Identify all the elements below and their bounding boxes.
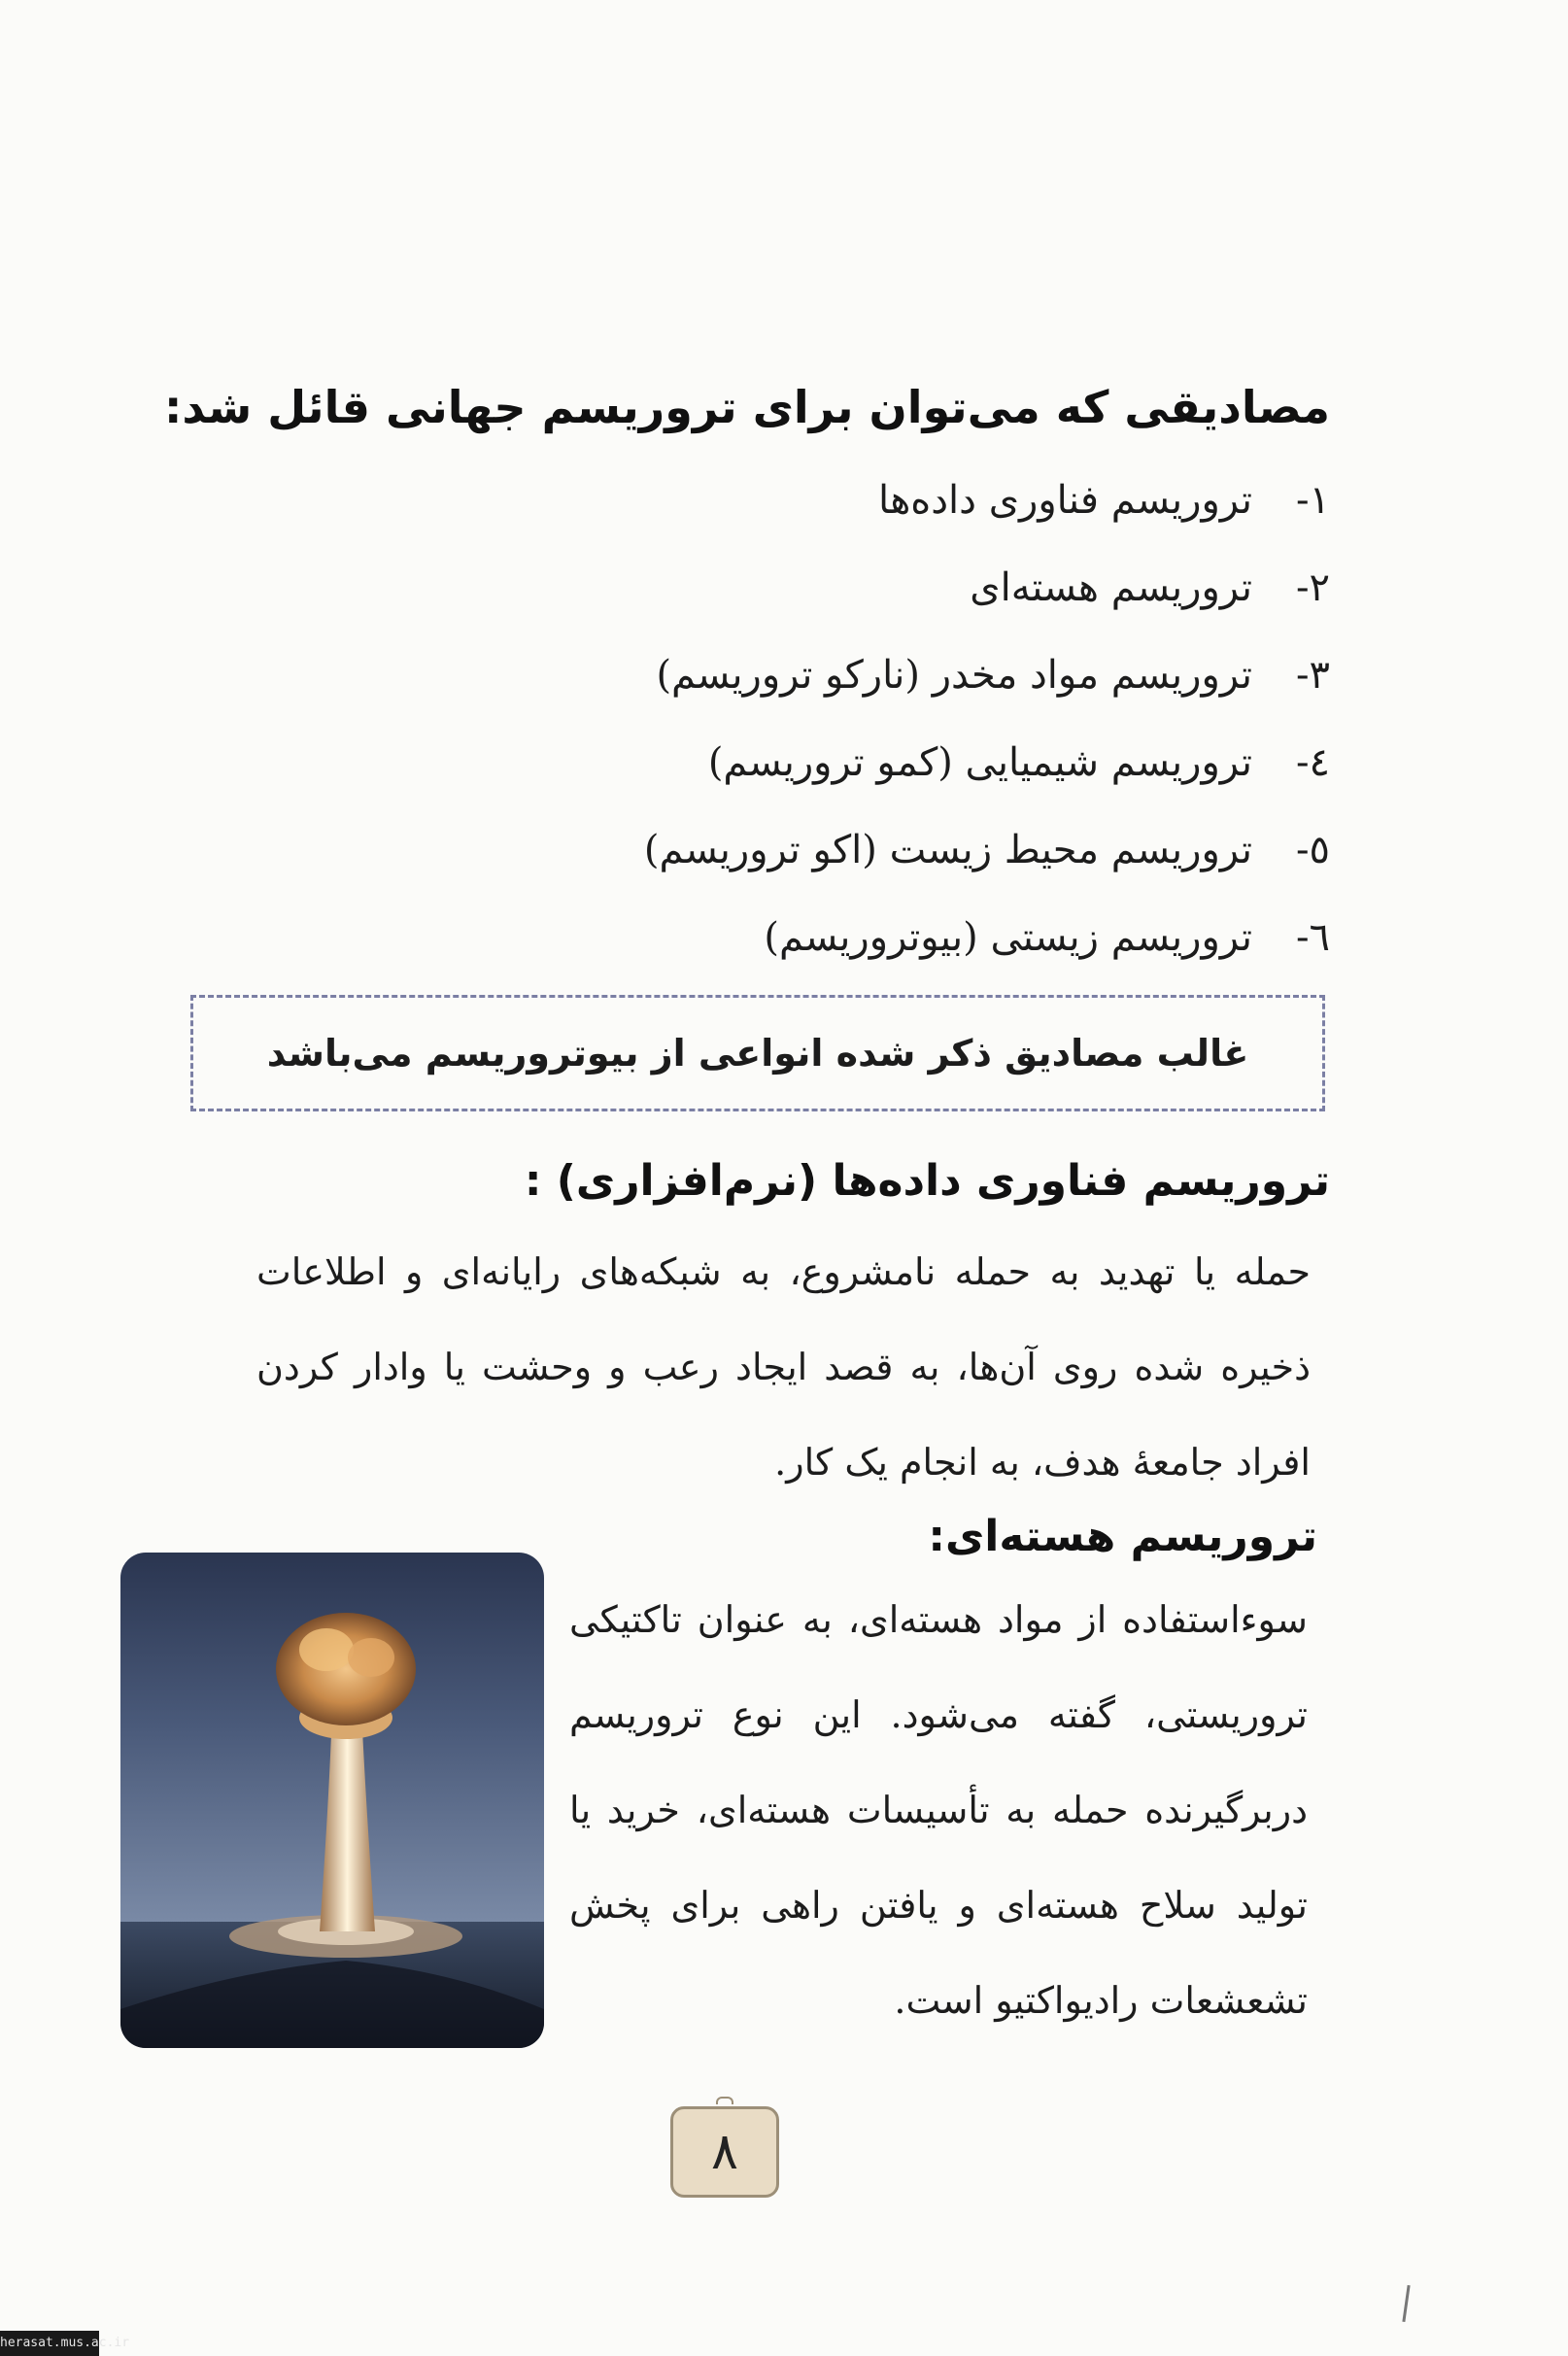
list-item xyxy=(261,806,1330,894)
callout-box xyxy=(190,995,1325,1111)
section-heading-it: تروریسم فناوری داده‌ها (نرم‌افزاری) : xyxy=(524,1156,1330,1206)
list-item xyxy=(261,719,1330,806)
list-item-number: ٥- xyxy=(1296,828,1330,872)
list-item xyxy=(261,544,1330,632)
list-item-number: ۱- xyxy=(1296,478,1330,523)
list-item-text: تروریسم مواد مخدر (نارکو تروریسم) xyxy=(656,653,1252,698)
list-item-number: ٦- xyxy=(1296,915,1330,960)
main-heading: مصادیقی که می‌توان برای تروریسم جهانی قائل شد: xyxy=(164,381,1330,433)
page-number-badge xyxy=(670,2106,779,2198)
list-item-text: تروریسم محیط زیست (اکو تروریسم) xyxy=(643,828,1252,872)
list-item-number: ۲- xyxy=(1296,565,1330,610)
callout-text: غالب مصادیق ذکر شده انواعی از بیوتروریسم می‌باشد xyxy=(266,1032,1249,1075)
list-item xyxy=(261,457,1330,544)
section-body-nuclear: سوءاستفاده از مواد هسته‌ای، به عنوان تاکتیکی تروریستی، گفته می‌شود. این نوع تروریسم دربرگیرنده حمله به تأسیسات هسته‌ای، خرید یا تولید سلاح هسته‌ای و یافتن راهی برای پخش تشعشعات رادیواکتیو است. xyxy=(569,1598,1308,2022)
terrorism-types-list xyxy=(261,457,1330,981)
list-item-text: تروریسم هسته‌ای xyxy=(970,565,1252,610)
nuclear-explosion-image xyxy=(120,1553,544,2048)
list-item xyxy=(261,632,1330,719)
list-item xyxy=(261,894,1330,981)
list-item-text: تروریسم فناوری داده‌ها xyxy=(878,478,1252,523)
list-item-text: تروریسم شیمیایی (کمو تروریسم) xyxy=(707,740,1252,785)
page-number: ۸ xyxy=(711,2123,738,2181)
section-body-it: حمله یا تهدید به حمله نامشروع، به شبکه‌های رایانه‌ای و اطلاعات ذخیره شده روی آن‌ها، به قصد ایجاد رعب و وحشت یا وادار کردن افراد جامعهٔ هدف، به انجام یک کار. xyxy=(256,1250,1311,1484)
footer-url: herasat.mus.ac.ir xyxy=(0,2331,99,2356)
list-item-number: ٤- xyxy=(1296,740,1330,785)
list-item-number: ۳- xyxy=(1296,653,1330,698)
page-badge-tab xyxy=(716,2097,733,2104)
pen-mark xyxy=(1402,2285,1410,2322)
section-heading-nuclear: تروریسم هسته‌ای: xyxy=(928,1512,1317,1561)
list-item-text: تروریسم زیستی (بیوتروریسم) xyxy=(764,915,1252,960)
